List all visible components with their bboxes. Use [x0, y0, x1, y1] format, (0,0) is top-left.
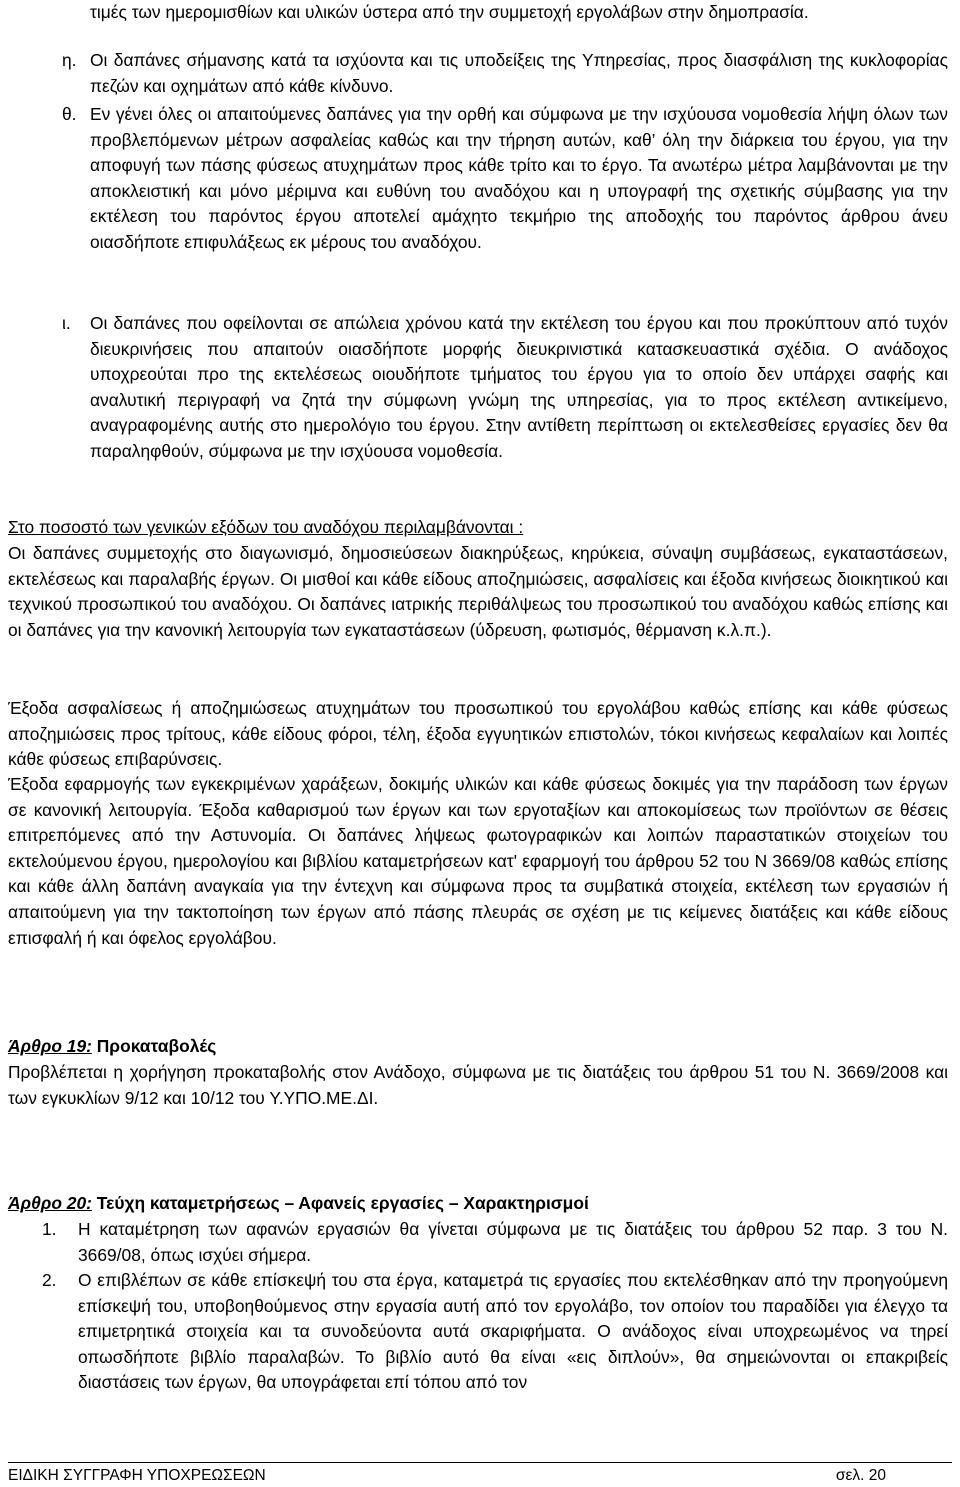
list-item-text: Εν γένει όλες οι απαιτούμενες δαπάνες για την ορθή και σύμφωνα με την ισχύουσα νομοθεσία λήψη όλων των προβλεπόμενων μέτρων ασφαλείας καθώς και την τήρηση αυτών, καθ’ όλη την διάρκεια του έργου, για την αποφυγή των πάσης φύσεως ατυχημάτων προς κάθε τρίτο και το έργο. Τα ανωτέρω μέτρα λαμβάνονται με την αποκλειστική και μόνο μέριμνα και ευθύνη του αναδόχου και η υπογραφή της σχετικής σύμβασης για την εκτέλεση του παρόντος έργου αποτελεί αμάχητο τεκμήριο της αποδοχής του παρόντος άρθρου άνευ οιασδήποτε επιφυλάξεως εκ μέρους του αναδόχου. — [90, 104, 948, 252]
general-costs-heading: Στο ποσοστό των γενικών εξόδων του αναδόχου περιλαμβάνονται : — [8, 517, 524, 537]
list-marker: θ. — [62, 104, 77, 124]
list-item-iota — [62, 311, 948, 465]
general-costs-paragraph-3: Έξοδα εφαρμογής των εγκεκριμένων χαράξεων, δοκιμής υλικών και κάθε φύσεως δοκιμές για την παράδοση των έργων σε κανονική λειτουργία. Έξοδα καθαρισμού των έργων και των εργοταξίων και αποκομίσεως των προϊόντων σε θέσεις επιτρεπόμενες από την Αστυνομία. Οι δαπάνες λήψεως φωτογραφικών και λοιπών παραστατικών στοιχείων του εκτελούμενου έργου, ημερολογίου και βιβλίου καταμετρήσεων κατ' εφαρμογή του άρθρου 52 του Ν 3669/08 καθώς επίσης και κάθε άλλη δαπάνη αναγκαία για την έντεχνη και σύμφωνα προς τα συμβατικά στοιχεία, εκτέλεση των εργασιών ή απαιτούμενη για την τακτοποίηση των έργων από πάσης πλευράς σε σχέση με τις κείμενες διατάξεις και κάθε είδους επισφαλή ή και όφελος εργολάβου. — [8, 774, 948, 948]
list-item-text: Οι δαπάνες που οφείλονται σε απώλεια χρόνου κατά την εκτέλεση του έργου και που προκύπτουν από τυχόν διευκρινήσεις που απαιτούν οιασδήποτε μορφής διευκρινιστικά κατασκευαστικά σχέδια. Ο ανάδοχος υποχρεούται προ της εκτελέσεως οιουδήποτε τμήματος του έργου για το οποίο δεν υπάρχει σαφής και αναλυτική περιγραφή να ζητά την σύμφωνη γνώμη της υπηρεσίας, για το προς εκτέλεση αντικείμενο, αναγραφομένης αυτής στο ημερολόγιο του έργου. Στην αντίθετη περίπτωση οι εκτελεσθείσες εργασίες δεν θα παραληφθούν, σύμφωνα με την ισχύουσα νομοθεσία. — [90, 313, 948, 461]
list-marker: 1. — [42, 1219, 57, 1239]
page-number: σελ. 20 — [835, 1467, 886, 1484]
list-item-text: Ο επιβλέπων σε κάθε επίσκεψή του στα έργα, καταμετρά τις εργασίες που εκτελέσθηκαν από την προηγούμενη επίσκεψή του, υποβοηθούμενος στην εργασία αυτή από τον εργολάβο, τον οποίον του παραδίδει για έλεγχο τα επιμετρητικά στοιχεία και τα συνοδεύοντα αυτά σκαριφήματα. Ο ανάδοχος είναι υποχρεωμένος να τηρεί οπωσδήποτε βιβλίο παραλαβών. Το βιβλίο αυτό θα είναι «εις διπλούν», θα σημειώνονται οι επακριβείς διαστάσεις των έργων, θα υπογράφεται επί τόπου από τον — [78, 1270, 948, 1393]
article-20-title: Τεύχη καταμετρήσεως – Αφανείς εργασίες – Χαρακτηρισμοί — [96, 1193, 589, 1213]
list-marker: 2. — [42, 1270, 57, 1290]
article-20-item-1 — [42, 1217, 948, 1268]
list-item-eta — [62, 48, 948, 99]
article-19-title: Προκαταβολές — [96, 1036, 217, 1056]
article-20-label: Άρθρο 20: — [8, 1193, 92, 1213]
continued-paragraph: τιμές των ημερομισθίων και υλικών ύστερα από την συμμετοχή εργολάβων στην δημοπρασία. — [90, 2, 809, 22]
list-marker: ι. — [62, 313, 71, 333]
footer-divider — [8, 1462, 952, 1463]
article-20-heading — [8, 1191, 589, 1217]
page-footer — [8, 1466, 952, 1486]
general-costs-paragraph-2: Έξοδα ασφαλίσεως ή αποζημιώσεως ατυχημάτων του προσωπικού του εργολάβου καθώς επίσης και κάθε φύσεως αποζημιώσεις προς τρίτους, κάθε είδους φόροι, τέλη, έξοδα εγγυητικών επιστολών, τόκοι κινήσεως κεφαλαίων και λοιπές κάθε φύσεως επιβαρύνσεις. — [8, 698, 948, 770]
footer-title: ΕΙΔΙΚΗ ΣΥΓΓΡΑΦΗ ΥΠΟΧΡΕΩΣΕΩΝ — [8, 1467, 266, 1484]
list-marker: η. — [62, 50, 77, 70]
list-item-text: Οι δαπάνες σήμανσης κατά τα ισχύοντα και τις υποδείξεις της Υπηρεσίας, προς διασφάλιση της κυκλοφορίας πεζών και οχημάτων από κάθε κίνδυνο. — [90, 50, 948, 96]
article-20-item-2 — [42, 1268, 948, 1396]
article-19-text: Προβλέπεται η χορήγηση προκαταβολής στον Ανάδοχο, σύμφωνα με τις διατάξεις του άρθρου 51 του Ν. 3669/2008 και των εγκυκλίων 9/12 και 10/12 του Υ.ΥΠΟ.ΜΕ.ΔΙ. — [8, 1062, 948, 1108]
general-costs-paragraph-1: Οι δαπάνες συμμετοχής στο διαγωνισμό, δημοσιεύσεων διακηρύξεως, κηρύκεια, σύναψη συμβάσεως, εγκαταστάσεων, εκτελέσεως και παραλαβής έργων. Οι μισθοί και κάθε είδους αποζημιώσεις, ασφαλίσεις και έξοδα κινήσεως διοικητικού και τεχνικού προσωπικού του αναδόχου. Οι δαπάνες ιατρικής περιθάλψεως του προσωπικού του αναδόχου καθώς επίσης και οι δαπάνες για την κανονική λειτουργία των εγκαταστάσεων (ύδρευση, φωτισμός, θέρμανση κ.λ.π.). — [8, 543, 948, 640]
article-19-label: Άρθρο 19: — [8, 1036, 92, 1056]
list-item-theta — [62, 102, 948, 256]
article-19-heading — [8, 1034, 216, 1060]
list-item-text: Η καταμέτρηση των αφανών εργασιών θα γίνεται σύμφωνα με τις διατάξεις του άρθρου 52 παρ. 3 του Ν. 3669/08, όπως ισχύει σήμερα. — [78, 1219, 948, 1265]
